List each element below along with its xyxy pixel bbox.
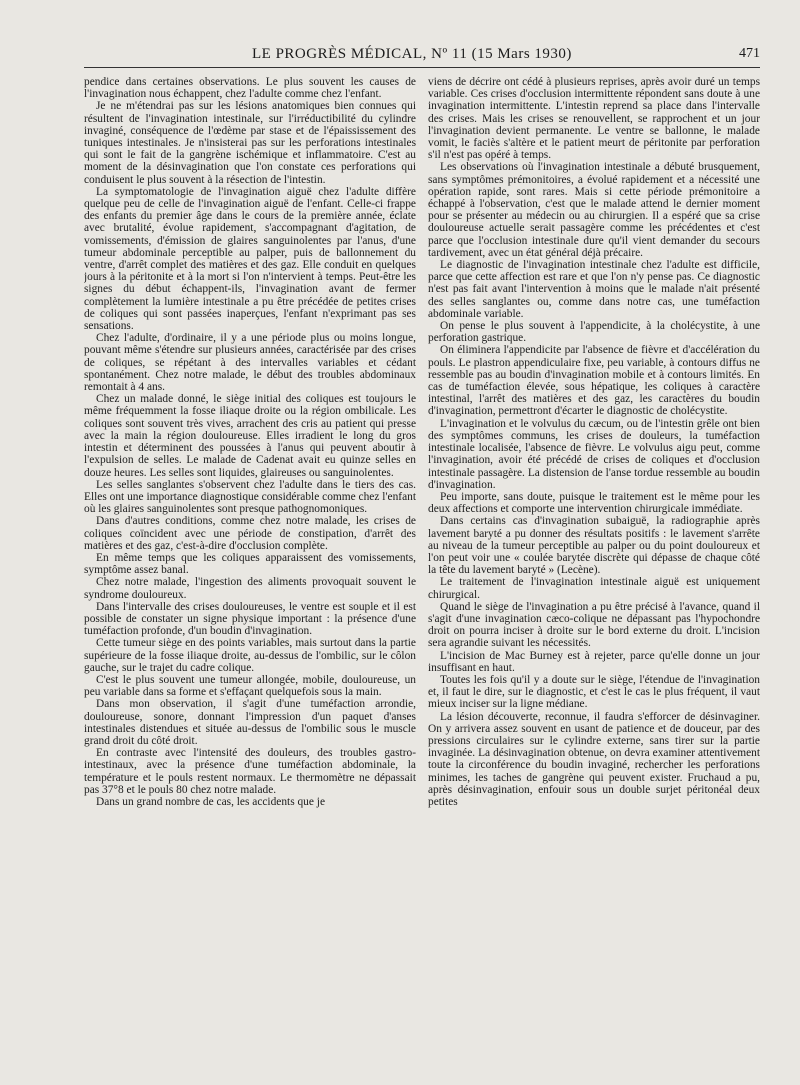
paragraph: Chez notre malade, l'ingestion des aliments provoquait souvent le syndrome douloureux.: [84, 576, 416, 601]
paragraph: Chez un malade donné, le siège initial des coliques est toujours le même fréquemment la fosse iliaque droite ou la région ombilicale. Les coliques sont souvent très vives, arrachent des cris au patient qui presse avec la main la région douloureuse. Elles irradient le long du gros intestin et déterminent des poussées à l'anus qui peuvent aboutir à l'expulsion de selles. Le malade de Cadenat avait eu quinze selles en douze heures. Les selles sont liquides, glaireuses ou sanguinolentes.: [84, 393, 416, 479]
paragraph: La lésion découverte, reconnue, il faudra s'efforcer de désinvaginer. On y arrivera assez souvent en usant de patience et de douceur, par des pressions circulaires sur le cylindre externe, sans tirer sur la partie invaginée. La désinvagination obtenue, on devra examiner attentivement toute la circonférence du boudin invaginé, rechercher les perforations minimes, les taches de gangrène qui peuvent exister. Fruchaud a pu, après désinvagination, enfouir sous un double surjet péritonéal deux petites: [428, 710, 760, 808]
paragraph: Cette tumeur siège en des points variables, mais surtout dans la partie supérieure de la fosse iliaque droite, au-dessus de l'ombilic, sur le côlon gauche, sur le trajet du cadre colique.: [84, 637, 416, 674]
paragraph: C'est le plus souvent une tumeur allongée, mobile, douloureuse, un peu variable dans sa forme et s'effaçant quelquefois sous la main.: [84, 673, 416, 699]
paragraph: Toutes les fois qu'il y a doute sur le siège, l'étendue de l'invagination et, il faut le dire, sur le diagnostic, et c'est le cas le plus fréquent, il vaut mieux inciser sur la ligne médiane.: [428, 673, 760, 711]
paragraph: viens de décrire ont cédé à plusieurs reprises, après avoir duré un temps variable. Ces crises d'occlusion intermittente répondent sans doute à une invagination intermittente. L'intestin reprend sa place dans l'intervalle des crises. Mais les crises se renouvellent, se rapprochent et un jour l'invagination devient permanente. Le ventre se ballonne, le malade vomit, le faciès s'altère et le patient meurt de péritonite par perforation s'il n'est pas opéré à temps.: [428, 76, 760, 162]
journal-title: LE PROGRÈS MÉDICAL, Nº 11 (15 Mars 1930): [252, 46, 572, 62]
paragraph: Dans mon observation, il s'agit d'une tuméfaction arrondie, douloureuse, sonore, donnant l'impression d'un paquet d'anses intestinales distendues et située au-dessus de l'ombilic sous le muscle grand droit du côté droit.: [84, 698, 416, 747]
left-column: [84, 76, 416, 1069]
paragraph: Le traitement de l'invagination intestinale aiguë est uniquement chirurgical.: [428, 576, 760, 601]
paragraph: La symptomatologie de l'invagination aiguë chez l'adulte diffère quelque peu de celle de l'invagination aiguë de l'enfant. Celle-ci frappe des enfants du premier âge dans le cours de la première année, éclate avec brutalité, évolue rapidement, s'accompagnant d'agitation, de vomissements, d'émission de glaires sanguinolentes par l'anus, d'une tumeur abdominale perceptible au palper, puis de ballonnement du ventre, d'arrêt complet des matières et des gaz. Elle conduit en quelques jours à la péritonite et à la mort si l'on n'intervient à temps. Peut-être les signes du début échappent-ils, l'invagination avant de fermer complètement la lumière intestinale a pu être précédée de petites crises de coliques qui sont passées inaperçues, l'enfant n'exprimant pas ses sensations.: [84, 185, 416, 333]
paragraph: Dans l'intervalle des crises douloureuses, le ventre est souple et il est possible de constater un signe physique important : la présence d'une tuméfaction profonde, d'un boudin d'invagination.: [84, 600, 416, 638]
paragraph: Dans d'autres conditions, comme chez notre malade, les crises de coliques coïncident avec une période de constipation, d'arrêt des matières et des gaz, c'est-à-dire d'occlusion complète.: [84, 515, 416, 552]
paragraph: On éliminera l'appendicite par l'absence de fièvre et d'accélération du pouls. Le plastron appendiculaire fixe, peu variable, à contours diffus ne ressemble pas au boudin d'invagination mobile et à contours limités. En cas de tuméfaction élevée, sous hépatique, les coliques à caractère intestinal, l'arrêt des matières et des gaz, les caractères du boudin d'invagination, permettront d'écarter le diagnostic de cholécystite.: [428, 344, 760, 418]
paragraph: Dans certains cas d'invagination subaiguë, la radiographie après lavement baryté a pu donner des résultats positifs : le lavement s'arrête au niveau de la tumeur perceptible au palper ou du point douloureux et l'on peut voir une « coulée barytée discrète qui dépasse de chaque côté la tête du lavement baryté » (Lecène).: [428, 515, 760, 577]
paragraph: En contraste avec l'intensité des douleurs, des troubles gastro-intestinaux, avec la présence d'une tuméfaction abdominale, la température et le pouls restent normaux. Le thermomètre ne dépassait pas 37°8 et le pouls 80 chez notre malade.: [84, 747, 416, 796]
paragraph: Les selles sanglantes s'observent chez l'adulte dans le tiers des cas. Elles ont une importance diagnostique considérable comme chez l'enfant où les glaires sanguinolentes sont presque pathognomoniques.: [84, 478, 416, 516]
paragraph: On pense le plus souvent à l'appendicite, à la cholécystite, à une perforation gastrique.: [428, 320, 760, 345]
paragraph: En même temps que les coliques apparaissent des vomissements, symptôme assez banal.: [84, 551, 416, 577]
right-column: [428, 76, 760, 1069]
paragraph: Je ne m'étendrai pas sur les lésions anatomiques bien connues qui résultent de l'invagination intestinale, sur l'irréductibilité du cylindre invaginé, conséquence de l'œdème par stase et de l'épaississement des tuniques intestinales. Je n'insisterai pas sur les perforations intestinales qui sont le fait de la gangrène ischémique et inflammatoire. C'est au moment de la désinvagination que l'on constate ces perforations qui conduisent le plus souvent à la résection de l'intestin.: [84, 100, 416, 186]
paragraph: L'incision de Mac Burney est à rejeter, parce qu'elle donne un jour insuffisant en haut.: [428, 649, 760, 674]
text-columns: [84, 76, 760, 1069]
page-number: 471: [739, 46, 760, 61]
running-header: [84, 43, 760, 65]
paragraph: Quand le siège de l'invagination a pu être précisé à l'avance, quand il s'agit d'une invagination cæco-colique ne dépassant pas l'hypochondre droit on pourra inciser à droite sur le bord externe du droit. L'incision sera agrandie suivant les nécessités.: [428, 600, 760, 650]
paragraph: Peu importe, sans doute, puisque le traitement est le même pour les deux affections et comporte une intervention chirurgicale immédiate.: [428, 490, 760, 516]
paragraph: L'invagination et le volvulus du cæcum, ou de l'intestin grêle ont bien des symptômes communs, les crises de douleurs, la tuméfaction intestinale localisée, l'absence de fièvre. Le volvulus aigu peut, comme l'invagination, avoir été précédé de crises de coliques et d'occlusion intestinale passagère. La distension de l'anse tordue ressemble au boudin d'invagination.: [428, 417, 760, 491]
paragraph: Chez l'adulte, d'ordinaire, il y a une période plus ou moins longue, pouvant même s'étendre sur plusieurs années, caractérisée par des crises de coliques, se répétant à des intervalles variables et cédant spontanément. Chez notre malade, le début des troubles abdominaux remontait à 4 ans.: [84, 332, 416, 394]
paragraph: Le diagnostic de l'invagination intestinale chez l'adulte est difficile, parce que cette affection est rare et que l'on n'y pense pas. Ce diagnostic n'est pas fait avant l'intervention à moins que le malade n'ait présenté des selles sanglantes ou, comme dans notre cas, une tuméfaction abdominale variable.: [428, 259, 760, 320]
header-rule: [84, 67, 760, 68]
paragraph: Les observations où l'invagination intestinale a débuté brusquement, sans symptômes prémonitoires, a évolué rapidement et a nécessité une opération rapide, sont rares. Mais si cette période prémonitoire a échappé à l'observation, c'est que le malade attend le dernier moment pour se présenter au médecin ou au chirurgien. Il a espéré que sa crise douloureuse actuelle serait passagère comme les précédentes et c'est parce que l'occlusion intestinale dure qu'il vient demander du secours tardivement, avec un état général déjà précaire.: [428, 161, 760, 259]
paragraph: Dans un grand nombre de cas, les accidents que je: [96, 795, 325, 808]
paragraph: pendice dans certaines observations. Le plus souvent les causes de l'invagination nous échappent, chez l'adulte comme chez l'enfant.: [84, 76, 416, 101]
